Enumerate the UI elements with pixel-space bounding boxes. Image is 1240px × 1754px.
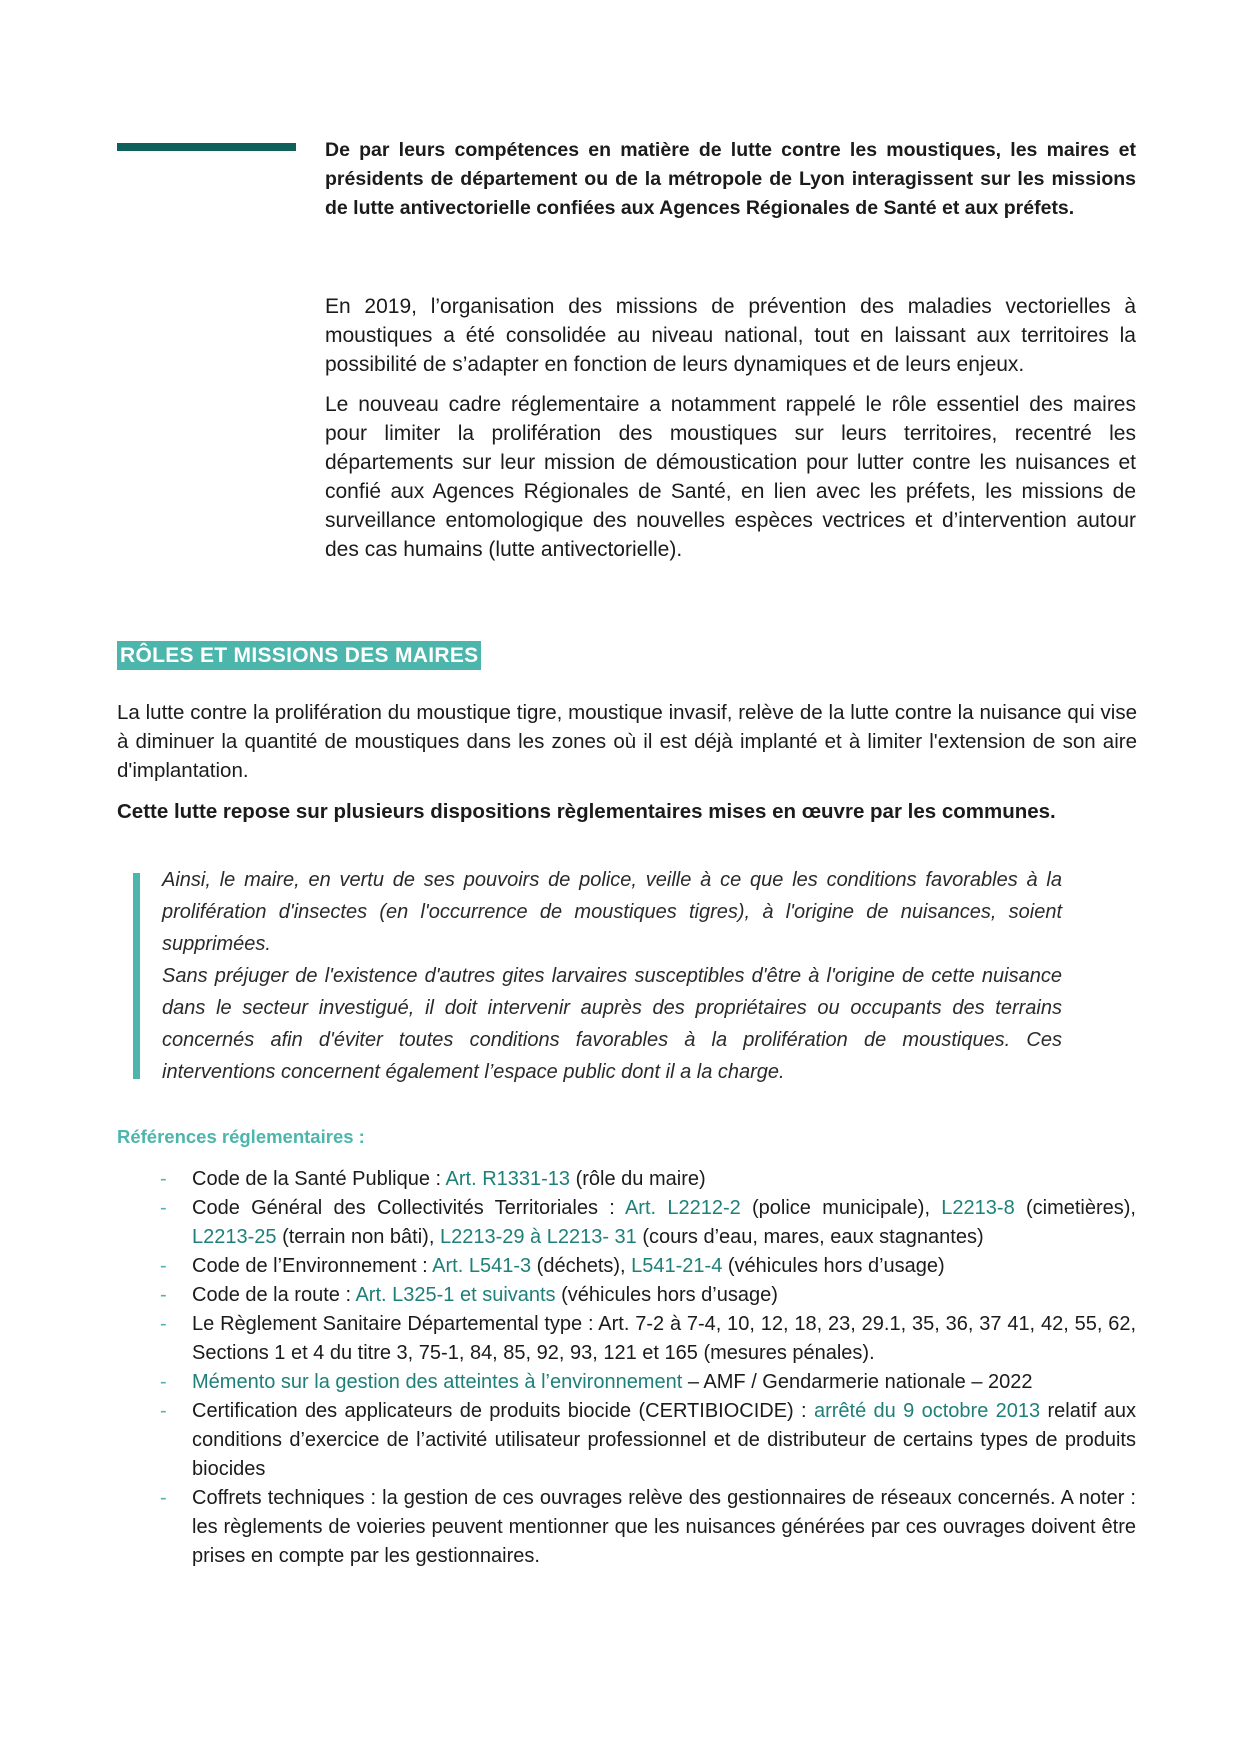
ref-item <box>160 1252 1136 1281</box>
quote-block <box>162 864 1062 1088</box>
ref-link[interactable]: Mémento sur la gestion des atteintes à l’environnement <box>192 1371 683 1393</box>
ref-link[interactable]: L541-21-4 <box>631 1255 723 1277</box>
quote-bar <box>133 873 140 1079</box>
ref-link[interactable]: L2213-29 à L2213- 31 <box>439 1226 637 1248</box>
section-bold-statement: Cette lutte repose sur plusieurs dispositions règlementaires mises en œuvre par les communes. <box>117 800 1056 823</box>
list-dash: - <box>160 1487 167 1509</box>
ref-text: (déchets), <box>531 1255 632 1277</box>
section-body: La lutte contre la prolifération du moustique tigre, moustique invasif, relève de la lutte contre la nuisance qui vise à diminuer la quantité de moustiques dans les zones où il est déjà implanté et à limiter l'extension de son aire d'implantation. <box>117 701 1137 782</box>
list-dash: - <box>160 1313 167 1335</box>
ref-text: (véhicules hors d’usage) <box>555 1284 778 1306</box>
ref-text: (cimetières), <box>1014 1197 1136 1219</box>
ref-item <box>160 1281 1136 1310</box>
ref-text: (police municipale), <box>740 1197 942 1219</box>
ref-item <box>160 1397 1136 1484</box>
list-dash: - <box>160 1284 167 1306</box>
ref-text: Coffrets techniques : la gestion de ces ouvrages relève des gestionnaires de réseaux concernés. A noter : les règlements de voieries peuvent mentionner que les nuisances générées par ces ouvrages doivent être prises en compte par les gestionnaires. <box>192 1487 1136 1567</box>
accent-bar <box>117 143 296 151</box>
list-dash: - <box>160 1371 167 1393</box>
paragraph-2019: En 2019, l’organisation des missions de prévention des maladies vectorielles à moustiques a été consolidée au niveau national, tout en laissant aux territoires la possibilité de s’adapter en fonction de leurs dynamiques et de leurs enjeux. <box>325 295 1136 376</box>
list-dash: - <box>160 1168 167 1190</box>
ref-text: (véhicules hors d’usage) <box>722 1255 945 1277</box>
ref-link[interactable]: L2213-8 <box>941 1197 1015 1219</box>
ref-text: Code Général des Collectivités Territoriales : <box>192 1197 625 1219</box>
section-heading: RÔLES ET MISSIONS DES MAIRES <box>117 641 481 670</box>
ref-text: (terrain non bâti), <box>276 1226 440 1248</box>
refs-title: Références réglementaires : <box>117 1126 365 1147</box>
ref-item <box>160 1368 1136 1397</box>
ref-link[interactable]: Art. L541-3 <box>432 1255 532 1277</box>
ref-text: Certification des applicateurs de produits biocide (CERTIBIOCIDE) : <box>192 1400 814 1422</box>
quote-line-2: Sans préjuger de l'existence d'autres gites larvaires susceptibles d'être à l'origine de cette nuisance dans le secteur investigué, il doit intervenir auprès des propriétaires ou occupants des terrains concernés afin d'éviter toutes conditions favorables à la prolifération de moustiques. Ces interventions concernent également l’espace public dont il a la charge. <box>162 965 1062 1083</box>
intro-paragraph: De par leurs compétences en matière de lutte contre les moustiques, les maires et présidents de département ou de la métropole de Lyon interagissent sur les missions de lutte antivectorielle confiées aux Agences Régionales de Santé et aux préfets. <box>325 139 1136 219</box>
ref-text: Code de la Santé Publique : <box>192 1168 446 1190</box>
paragraph-cadre: Le nouveau cadre réglementaire a notamment rappelé le rôle essentiel des maires pour limiter la prolifération des moustiques sur leurs territoires, recentré les départements sur leur mission de démoustication pour lutter contre les nuisances et confié aux Agences Régionales de Santé, en lien avec les préfets, les missions de surveillance entomologique des nouvelles espèces vectrices et d’intervention autour des cas humains (lutte antivectorielle). <box>325 393 1136 561</box>
ref-text: (cours d’eau, mares, eaux stagnantes) <box>636 1226 984 1248</box>
list-dash: - <box>160 1400 167 1422</box>
quote-line-1: Ainsi, le maire, en vertu de ses pouvoirs de police, veille à ce que les conditions favorables à la prolifération d'insectes (en l'occurrence de moustiques tigres), à l'origine de nuisances, soient supprimées. <box>162 869 1062 955</box>
ref-item <box>160 1484 1136 1571</box>
ref-link[interactable]: arrêté du 9 octobre 2013 <box>813 1400 1041 1422</box>
ref-link[interactable]: Art. L2212-2 <box>624 1197 741 1219</box>
ref-text: – AMF / Gendarmerie nationale – 2022 <box>682 1371 1033 1393</box>
ref-text: relatif aux conditions d’exercice de l’activité utilisateur professionnel et de distributeur de certains types de produits biocides <box>192 1400 1137 1480</box>
ref-text: Le Règlement Sanitaire Départemental type : Art. 7-2 à 7-4, 10, 12, 18, 23, 29.1, 35, 36, 37 41, 42, 55, 62, Sections 1 et 4 du titre 3, 75-1, 84, 85, 92, 93, 121 et 165 (mesures pénales). <box>192 1313 1136 1364</box>
list-dash: - <box>160 1255 167 1277</box>
ref-item <box>160 1310 1136 1368</box>
ref-item <box>160 1194 1136 1252</box>
ref-link[interactable]: Art. L325-1 et suivants <box>355 1284 556 1306</box>
refs-list <box>160 1165 1136 1571</box>
list-dash: - <box>160 1197 167 1219</box>
ref-text: Code de l’Environnement : <box>192 1255 433 1277</box>
ref-link[interactable]: L2213-25 <box>192 1226 277 1248</box>
ref-item <box>160 1165 1136 1194</box>
ref-link[interactable]: Art. R1331-13 <box>445 1168 571 1190</box>
ref-text: Code de la route : <box>192 1284 356 1306</box>
ref-text: (rôle du maire) <box>570 1168 706 1190</box>
